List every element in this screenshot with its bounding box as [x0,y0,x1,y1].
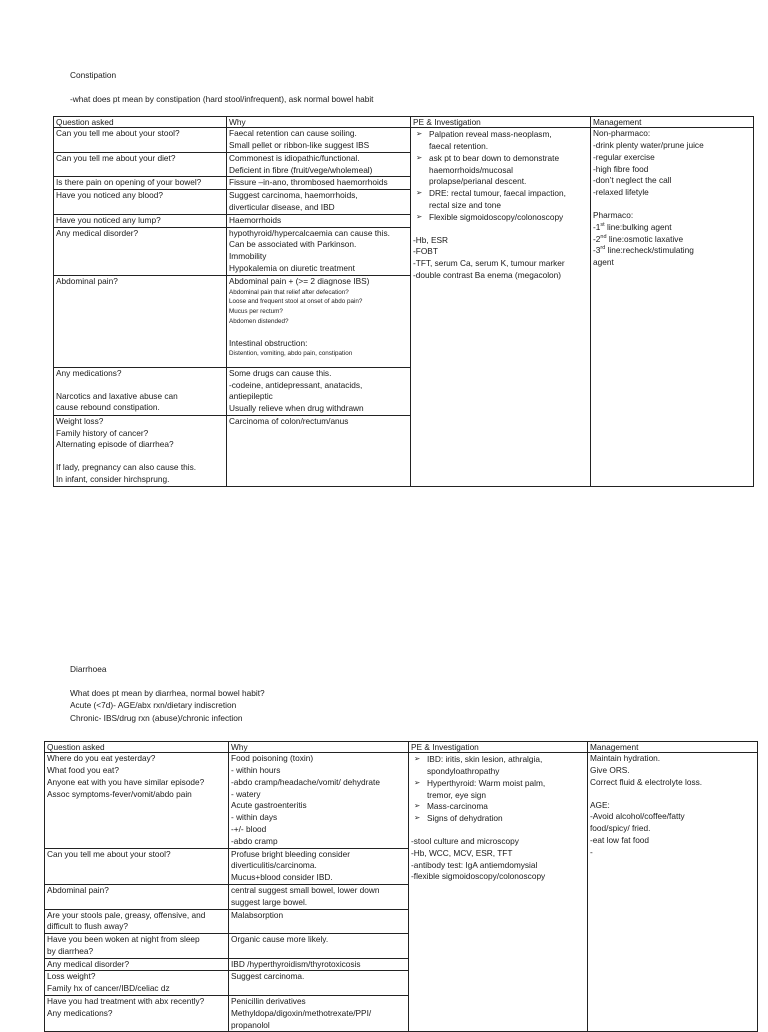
column-header: Management [591,117,754,128]
cell-text: Abdominal pain + (>= 2 diagnose IBS) [229,275,370,286]
investigation-line: -TFT, serum Ca, serum K, tumour marker [413,258,565,269]
cell-text: cause rebound constipation. [56,402,160,413]
cell-text: difficult to flush away? [47,921,129,932]
cell-text: Abdominal pain that relief after defecation? [229,288,349,296]
management-line: -1st line:bulking agent [593,221,672,232]
why-cell [229,884,409,909]
diarrhoea-table [44,741,758,1032]
cell-text: -+/- blood [231,824,267,835]
cell-text: central suggest small bowel, lower down [231,884,380,895]
investigation-line: -stool culture and microscopy [411,836,519,847]
why-cell [227,177,411,190]
investigation-line: -flexible sigmoidoscopy/colonoscopy [411,871,546,882]
why-cell [227,367,411,415]
cell-text: antiepileptic [229,391,273,402]
column-header: Why [229,742,409,753]
question-cell [54,128,227,153]
bullet-item: ➢ Mass-carcinoma [411,801,585,813]
cell-text: -codeine, antidepressant, anatacids, [229,379,363,390]
cell-text: Are your stools pale, greasy, offensive, and [47,909,206,920]
management-line: food/spicy/ fried. [590,823,651,834]
table-header-row [54,117,754,128]
cell-text: Immobility [229,251,267,262]
cell-text: If lady, pregnancy can also cause this. [56,462,197,473]
constipation-intro: -what does pt mean by constipation (hard stool/infrequent), ask normal bowel habit [70,94,374,104]
management-line: -high fibre food [593,163,649,174]
cell-text: Penicillin derivatives [231,995,306,1006]
management-line: Pharmaco: [593,210,634,221]
cell-text: Loss weight? [47,971,96,982]
cell-text: Any medications? [47,1007,113,1018]
pe-investigation-cell [409,753,588,1032]
management-cell [591,128,754,486]
question-cell [54,367,227,415]
pe-investigation-cell [411,128,591,486]
question-cell [54,190,227,215]
question-cell [54,214,227,227]
diarrhoea-intro-line: What does pt mean by diarrhea, normal bowel habit? [70,688,265,698]
column-header: PE & Investigation [409,742,588,753]
why-cell [227,128,411,153]
cell-text: Malabsorption [231,909,284,920]
question-cell [54,152,227,177]
cell-text: diverticular disease, and IBD [229,202,335,213]
question-cell [45,958,229,971]
cell-text: - watery [231,788,261,799]
why-cell [227,214,411,227]
management-line: Correct fluid & electrolyte loss. [590,776,703,787]
cell-text: Hypokalemia on diuretic treatment [229,262,355,273]
why-cell [229,909,409,934]
diarrhoea-intro-line: Chronic- IBS/drug rxn (abuse)/chronic infection [70,713,243,723]
management-line: -2nd line:osmotic laxative [593,233,684,244]
management-line: AGE: [590,799,610,810]
cell-text: Anyone eat with you have similar episode? [47,776,205,787]
cell-text: Abdominal pain? [56,275,118,286]
management-line: - [590,846,593,857]
cell-text: What food you eat? [47,765,119,776]
management-line: -don’t neglect the call [593,175,672,186]
bullet-item: ➢ Signs of dehydration [411,813,585,825]
bullet-continuation: spondyloathropathy [427,766,500,777]
cell-text: Methyldopa/digoxin/methotrexate/PPI/ [231,1007,372,1018]
management-line: -eat low fat food [590,835,650,846]
why-cell [229,971,409,996]
cell-text: Have you noticed any lump? [56,214,161,225]
diarrhoea-intro-line: Acute (<7d)- AGE/abx rxn/dietary indiscretion [70,700,237,710]
cell-text: Mucus per rectum? [229,308,283,316]
question-cell [45,884,229,909]
column-header: Management [588,742,758,753]
cell-text: Suggest carcinoma. [231,971,305,982]
why-cell [229,848,409,884]
cell-text: Intestinal obstruction: [229,337,308,348]
cell-text: Small pellet or ribbon-like suggest IBS [229,140,370,151]
why-cell [229,753,409,848]
bullet-item: ➢ Hyperthyroid: Warm moist palm, [411,778,585,790]
cell-text: Usually relieve when drug withdrawn [229,403,364,414]
investigation-line: -double contrast Ba enema (megacolon) [413,269,562,280]
cell-text: Deficient in fibre (fruit/vege/wholemeal) [229,164,373,175]
bullet-continuation: rectal size and tone [429,200,501,211]
cell-text: diverticulitis/carcinoma. [231,860,317,871]
cell-text: Where do you eat yesterday? [47,753,156,764]
cell-text: Any medications? [56,367,122,378]
cell-text: Weight loss? [56,415,104,426]
cell-text: Have you noticed any blood? [56,190,164,201]
cell-text: Commonest is idiopathic/functional. [229,152,360,163]
investigation-line: -antibody test: IgA antiemdomysial [411,859,538,870]
cell-text: Food poisoning (toxin) [231,753,314,764]
cell-text: Mucus+blood consider IBD. [231,872,333,883]
column-header: Question asked [45,742,229,753]
cell-text: propanolol [231,1019,270,1030]
constipation-heading: Constipation [70,70,117,80]
cell-text: In infant, consider hirchsprung. [56,473,170,484]
question-cell [45,971,229,996]
column-header: Why [227,117,411,128]
cell-text: IBD /hyperthyroidism/thyrotoxicosis [231,958,361,969]
management-line: Maintain hydration. [590,753,661,764]
cell-text: Fissure –in-ano, thrombosed haemorrhoids [229,177,388,188]
cell-text: Abdomen distended? [229,317,289,325]
management-line: -drink plenty water/prune juice [593,140,704,151]
cell-text: -abdo cramp [231,835,278,846]
cell-text: Haemorrhoids [229,214,282,225]
column-header: Question asked [54,117,227,128]
table-row [54,128,754,153]
cell-text: suggest large bowel. [231,896,308,907]
investigation-line: -FOBT [413,246,438,257]
constipation-table [53,116,754,487]
why-cell [227,415,411,486]
question-cell [54,415,227,486]
cell-text: by diarrhea? [47,945,94,956]
bullet-continuation: haemorrhoids/mucosal [429,164,513,175]
cell-text: Acute gastroenteritis [231,800,307,811]
question-cell [54,227,227,275]
bullet-continuation: tremor, eye sign [427,789,487,800]
management-line: Non-pharmaco: [593,128,651,139]
cell-text: Can you tell me about your stool? [47,848,171,859]
cell-text: - within hours [231,765,281,776]
bullet-continuation: faecal retention. [429,141,489,152]
cell-text: Alternating episode of diarrhea? [56,439,174,450]
cell-text: Loose and frequent stool at onset of abdo pain? [229,298,363,306]
cell-text: Some drugs can cause this. [229,367,332,378]
why-cell [227,275,411,367]
column-header: PE & Investigation [411,117,591,128]
cell-text: Distention, vomiting, abdo pain, constipation [229,350,353,358]
table-row [45,753,758,848]
cell-text: Profuse bright bleeding consider [231,848,350,859]
management-line: -regular exercise [593,151,655,162]
bullet-item: ➢ ask pt to bear down to demonstrate [413,153,588,165]
cell-text: Suggest carcinoma, haemorrhoids, [229,190,358,201]
bullet-continuation: prolapse/perianal descent. [429,176,527,187]
cell-text: Narcotics and laxative abuse can [56,390,178,401]
cell-text: Carcinoma of colon/rectum/anus [229,415,349,426]
why-cell [227,227,411,275]
why-cell [229,934,409,959]
cell-text: Abdominal pain? [47,884,109,895]
diarrhoea-heading: Diarrhoea [70,664,107,674]
why-cell [229,995,409,1031]
bullet-item: ➢ Palpation reveal mass-neoplasm, [413,129,588,141]
management-line: -3rd line:recheck/stimulating [593,245,694,256]
management-line: -relaxed lifetyle [593,187,649,198]
management-line: agent [593,257,614,268]
cell-text: Faecal retention can cause soiling. [229,128,357,139]
question-cell [54,275,227,367]
cell-text: -abdo cramp/headache/vomit/ dehydrate [231,776,380,787]
cell-text: Have you had treatment with abx recently? [47,995,205,1006]
bullet-item: ➢ IBD: iritis, skin lesion, athralgia, [411,754,585,766]
cell-text: Any medical disorder? [47,958,130,969]
cell-text: Can you tell me about your diet? [56,152,176,163]
question-cell [45,753,229,848]
investigation-line: -Hb, WCC, MCV, ESR, TFT [411,847,513,858]
table-header-row [45,742,758,753]
cell-text: Organic cause more likely. [231,934,329,945]
management-line: -Avoid alcohol/coffee/fatty [590,811,685,822]
cell-text: Have you been woken at night from sleep [47,934,200,945]
investigation-line: -Hb, ESR [413,234,449,245]
cell-text: - within days [231,812,278,823]
bullet-item: ➢ Flexible sigmoidoscopy/colonoscopy [413,212,588,224]
cell-text: Family history of cancer? [56,427,149,438]
cell-text: Is there pain on opening of your bowel? [56,177,202,188]
question-cell [45,934,229,959]
cell-text: Family hx of cancer/IBD/celiac dz [47,983,170,994]
cell-text: Can be associated with Parkinson. [229,239,357,250]
cell-text: hypothyroid/hypercalcaemia can cause this. [229,227,390,238]
why-cell [229,958,409,971]
cell-text: Can you tell me about your stool? [56,128,180,139]
cell-text: Assoc symptoms-fever/vomit/abdo pain [47,788,192,799]
question-cell [54,177,227,190]
why-cell [227,190,411,215]
why-cell [227,152,411,177]
question-cell [45,909,229,934]
question-cell [45,848,229,884]
management-cell [588,753,758,1032]
management-line: Give ORS. [590,765,630,776]
question-cell [45,995,229,1031]
cell-text: Any medical disorder? [56,227,139,238]
bullet-item: ➢ DRE: rectal tumour, faecal impaction, [413,188,588,200]
